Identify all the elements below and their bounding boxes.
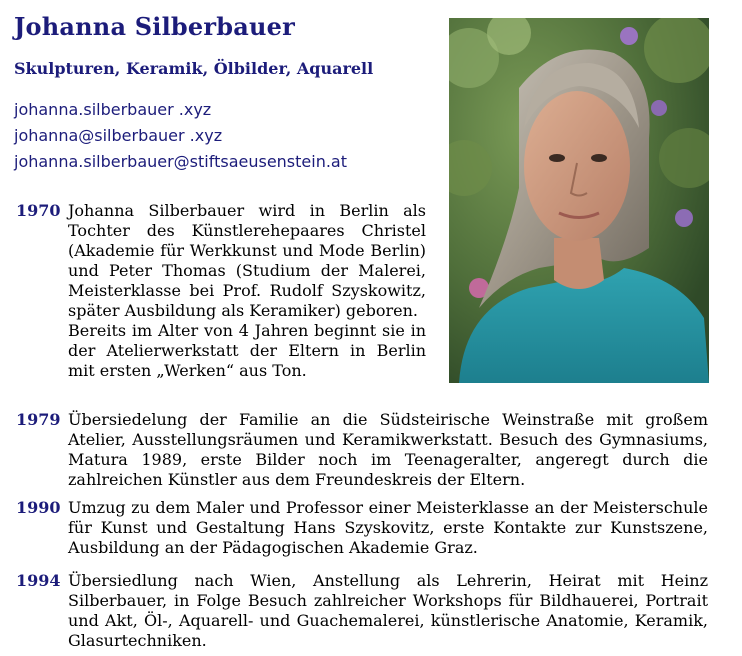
timeline-year: 1990 bbox=[16, 498, 61, 517]
timeline-year: 1979 bbox=[16, 410, 61, 429]
artist-portrait-photo bbox=[449, 18, 709, 383]
timeline-year: 1994 bbox=[16, 571, 61, 590]
timeline-paragraph: Übersiedelung der Familie an die Südsteirische Weinstraße mit großem Atelier, Ausstellungsräumen und Keramikwerkstatt. Besuch des Gymnasiums, Matura 1989, erste Bilder noch im Teenageralter, angeregt durch die zahlreichen Künstler aus dem Freundeskreis der Eltern. bbox=[68, 410, 708, 489]
portrait-illustration bbox=[449, 18, 709, 383]
contact-links bbox=[14, 101, 347, 179]
artist-name: Johanna Silberbauer bbox=[14, 12, 295, 41]
timeline-year: 1970 bbox=[16, 201, 61, 220]
timeline-paragraph: Umzug zu dem Maler und Professor einer Meisterklasse an der Meisterschule für Kunst und Gestaltung Hans Szyskovitz, erste Kontakte zur Kunstszene, Ausbildung an der Pädagogischen Akademie Graz. bbox=[68, 498, 708, 557]
website-link-1[interactable]: johanna.silberbauer .xyz bbox=[14, 100, 212, 119]
timeline-text bbox=[68, 498, 708, 558]
artist-subtitle: Skulpturen, Keramik, Ölbilder, Aquarell bbox=[14, 59, 374, 78]
timeline-text bbox=[68, 410, 708, 490]
timeline-text bbox=[68, 201, 426, 381]
timeline-entry-1979 bbox=[16, 410, 710, 492]
timeline-entry-1970 bbox=[16, 201, 426, 396]
email-link-stift[interactable]: johanna.silberbauer@stiftsaeusenstein.at bbox=[14, 152, 348, 171]
timeline-paragraph: Übersiedlung nach Wien, Anstellung als Lehrerin, Heirat mit Heinz Silberbauer, in Folge Besuch zahlreicher Workshops für Bildhauerei, Portrait und Akt, Öl-, Aquarell- und Guachemalerei, künstlerische Anatomie, Keramik, Glasurtechniken. bbox=[68, 571, 708, 650]
timeline-text bbox=[68, 571, 708, 651]
timeline-entry-1990 bbox=[16, 498, 710, 560]
timeline-entry-1994 bbox=[16, 571, 710, 653]
email-link[interactable]: johanna@silberbauer .xyz bbox=[14, 126, 223, 145]
timeline-paragraph: Johanna Silberbauer wird in Berlin als Tochter des Künstlerehepaares Christel (Akademie für Werkkunst und Mode Berlin) und Peter Thomas (Studium der Malerei, Meisterklasse bei Prof. Rudolf Szyskowitz, später Ausbildung als Keramiker) geboren. bbox=[68, 201, 426, 320]
timeline-paragraph: Bereits im Alter von 4 Jahren beginnt sie in der Atelierwerkstatt der Eltern in Berlin mit ersten „Werken“ aus Ton. bbox=[68, 321, 426, 380]
